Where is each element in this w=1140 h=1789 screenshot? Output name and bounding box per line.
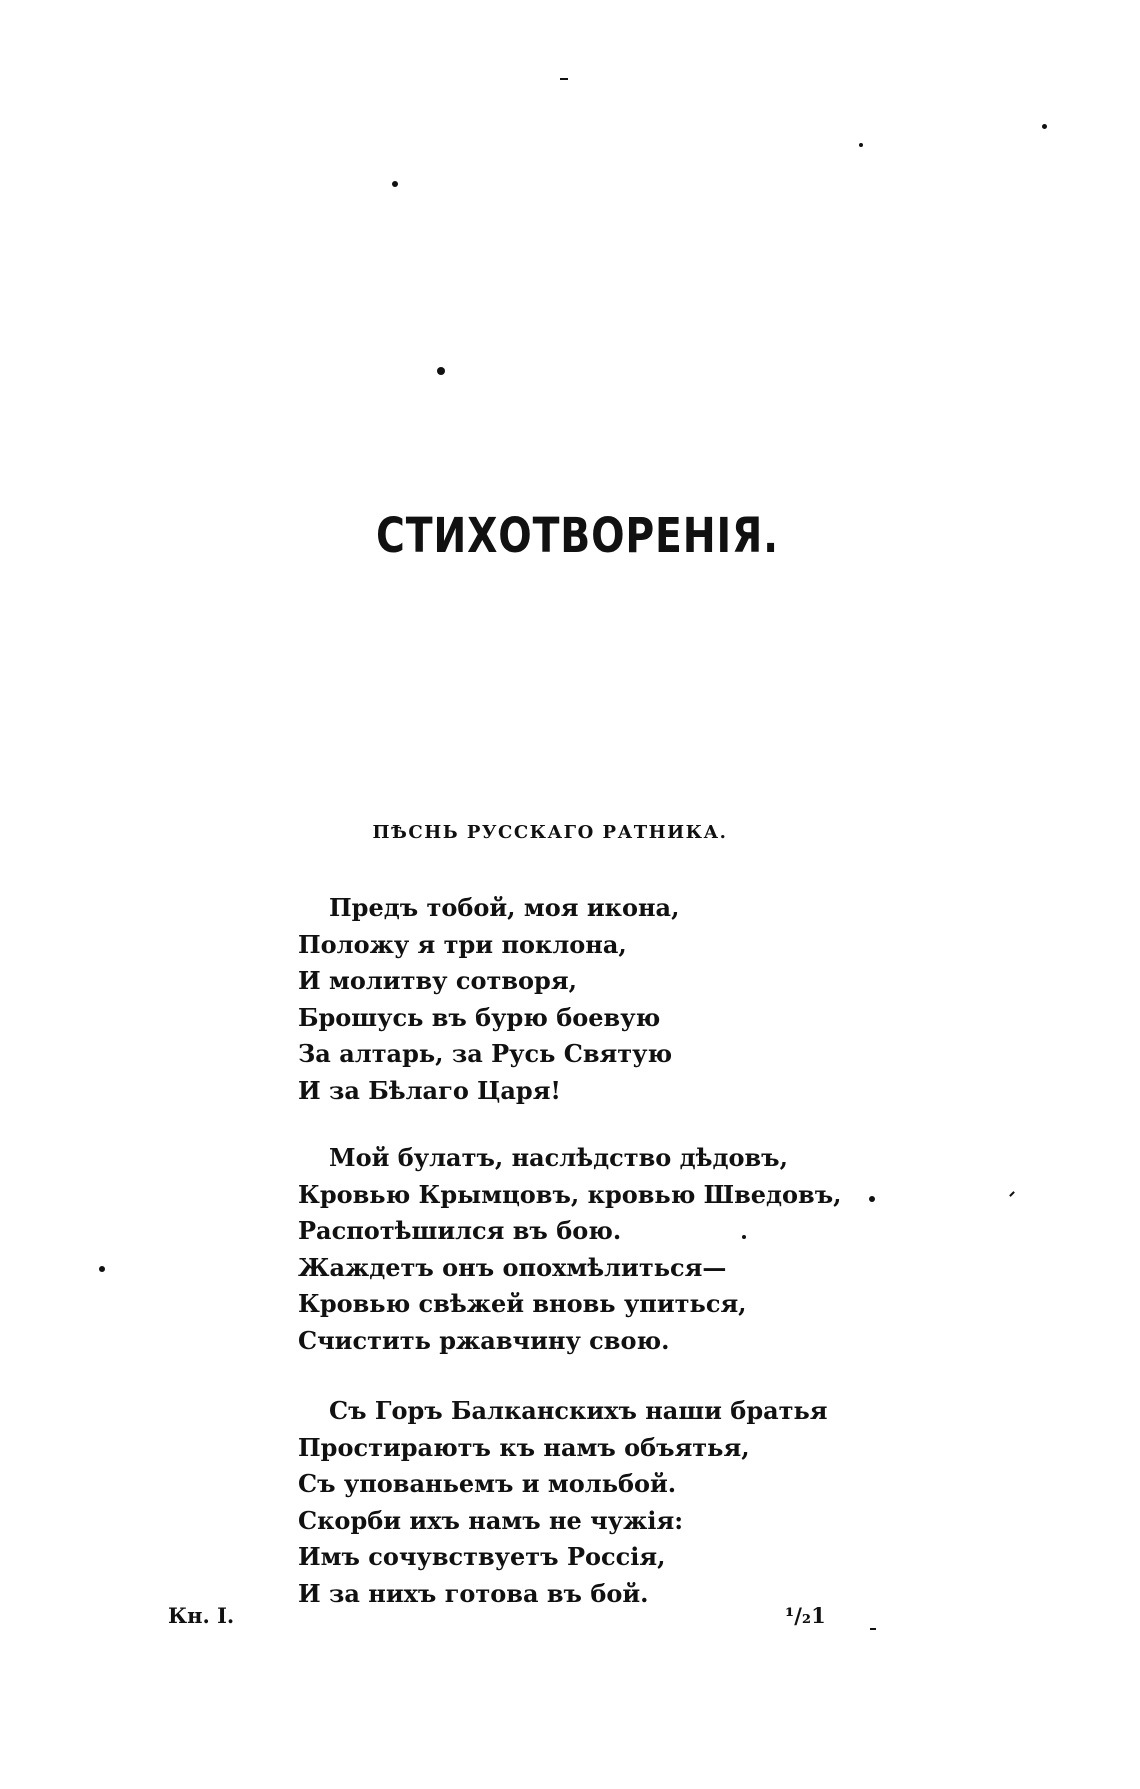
print-speck bbox=[437, 367, 445, 375]
verse-line: И за нихъ готова въ бой. bbox=[298, 1578, 649, 1608]
print-speck bbox=[870, 1628, 876, 1630]
verse-line: Кровью Крымцовъ, кровью Шведовъ, bbox=[298, 1179, 842, 1209]
verse-line: Имъ сочувствуетъ Россія, bbox=[298, 1542, 666, 1571]
verse-line: Кровью свѣжей вновь упиться, bbox=[298, 1289, 747, 1318]
verse-line: И молитву сотворя, bbox=[298, 966, 577, 995]
print-speck bbox=[1042, 124, 1047, 129]
sheet-number: ¹/₂1 bbox=[785, 1603, 826, 1628]
print-speck bbox=[392, 181, 398, 187]
verse-line: Жаждетъ онъ опохмѣлиться— bbox=[298, 1252, 727, 1282]
verse-line: И за Бѣлаго Царя! bbox=[298, 1075, 561, 1105]
section-title: СТИХОТВОРЕНІЯ. bbox=[376, 508, 779, 564]
print-speck bbox=[869, 1196, 875, 1202]
verse-line: Съ упованьемъ и мольбой. bbox=[298, 1469, 677, 1498]
verse-line: Счистить ржавчину свою. bbox=[298, 1325, 670, 1355]
verse-line: Скорби ихъ намъ не чужія: bbox=[298, 1505, 684, 1535]
stanza bbox=[298, 890, 679, 1109]
print-speck bbox=[859, 143, 863, 147]
poem-title: ПѢСНЬ РУССКАГО РАТНИКА. bbox=[372, 822, 728, 843]
verse-line: Брошусь въ бурю боевую bbox=[298, 1002, 661, 1032]
print-speck bbox=[99, 1266, 105, 1272]
stanza bbox=[298, 1393, 828, 1612]
signature-mark: Кн. I. bbox=[168, 1603, 235, 1628]
verse-line: Простираютъ къ намъ объятья, bbox=[298, 1432, 750, 1462]
verse-line: За алтарь, за Русь Святую bbox=[298, 1039, 673, 1068]
print-speck bbox=[560, 78, 568, 80]
verse-line: Положу я три поклона, bbox=[298, 929, 627, 959]
verse-line: Распотѣшился въ бою. bbox=[298, 1216, 622, 1245]
verse-line: Мой булатъ, наслѣдство дѣдовъ, bbox=[329, 1143, 788, 1172]
verse-line: Съ Горъ Балканскихъ наши братья bbox=[329, 1396, 828, 1425]
print-speck bbox=[1009, 1191, 1015, 1197]
stanza bbox=[298, 1140, 841, 1359]
verse-line: Предъ тобой, моя икона, bbox=[329, 893, 680, 922]
